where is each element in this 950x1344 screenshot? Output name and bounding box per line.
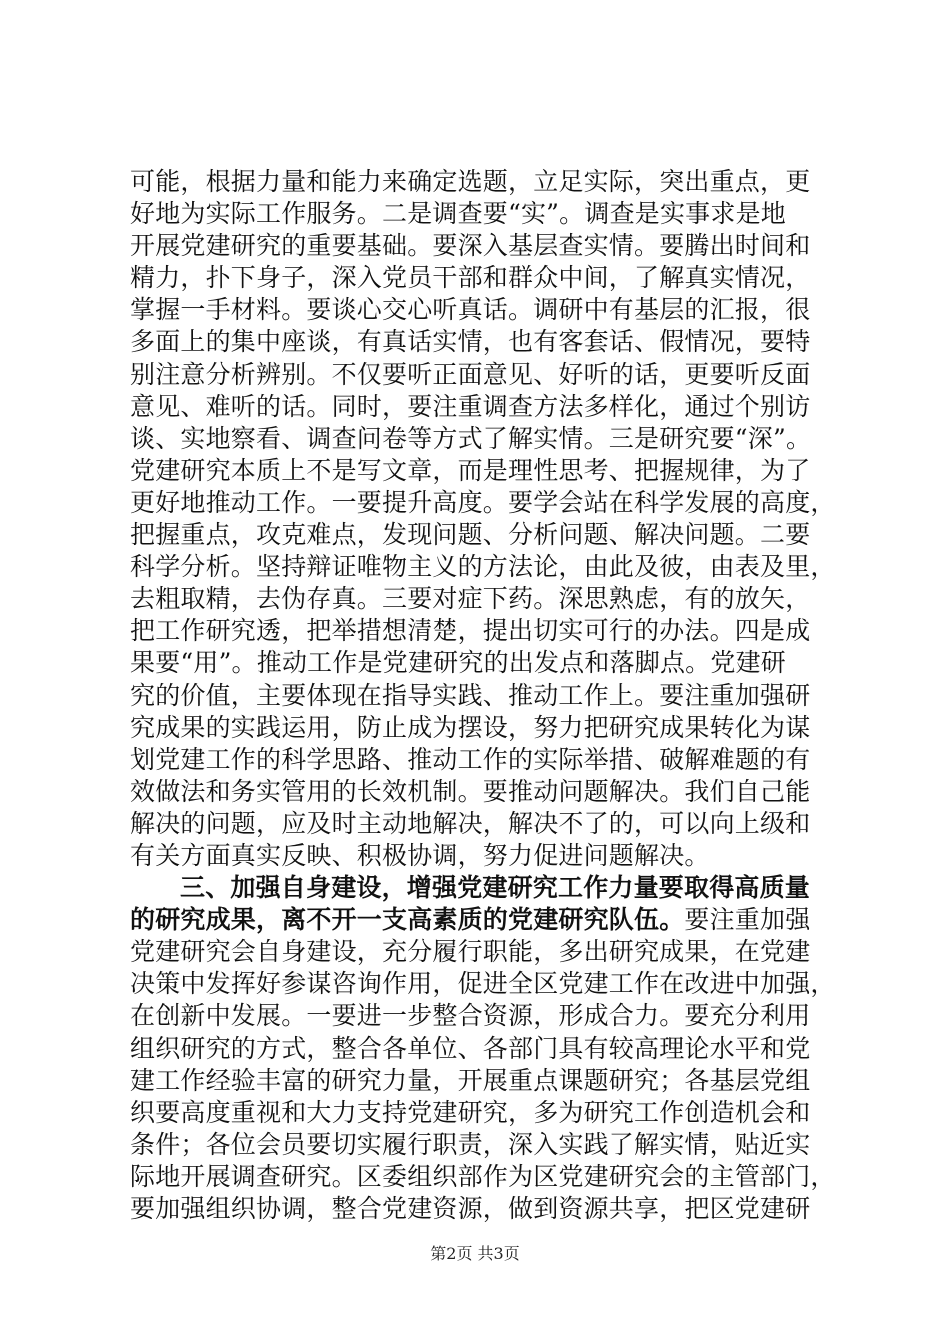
text-line: 有关方面真实反映、积极协调，努力促进问题解决。: [130, 840, 710, 870]
section-heading: 三、加强自身建设，增强党建研究工作力量要取得高质量: [180, 873, 811, 903]
text-line: 意见、难听的话。同时，要注重调查方法多样化，通过个别访: [130, 391, 811, 421]
text-line: 在创新中发展。一要进一步整合资源，形成合力。要充分利用: [130, 1001, 811, 1031]
text-line: 果要“用”。推动工作是党建研究的出发点和落脚点。党建研: [130, 648, 786, 678]
text-line: 掌握一手材料。要谈心交心听真话。调研中有基层的汇报，很: [130, 295, 811, 325]
text-line: 更好地推动工作。一要提升高度。要学会站在科学发展的高度，: [130, 487, 836, 517]
text-line: 划党建工作的科学思路、推动工作的实际举措、破解难题的有: [130, 744, 811, 774]
text-line: 要加强组织协调，整合党建资源，做到资源共享，把区党建研: [130, 1194, 811, 1223]
text-line: 把工作研究透，把举措想清楚，提出切实可行的办法。四是成: [130, 616, 811, 646]
text-line: 党建研究会自身建设，充分履行职能，多出研究成果，在党建: [130, 937, 811, 967]
document-body: [130, 166, 836, 1225]
text-line: 别注意分析辨别。不仅要听正面意见、好听的话，更要听反面: [130, 359, 811, 389]
page-number-footer: 第2页 共3页: [430, 1244, 520, 1263]
text-line: 多面上的集中座谈，有真话实情，也有客套话、假情况，要特: [130, 327, 811, 357]
section-lead-line: [130, 904, 830, 936]
text-line: 条件；各位会员要切实履行职责，深入实践了解实情，贴近实: [130, 1129, 811, 1159]
text-line: 好地为实际工作服务。二是调查要“实”。调查是实事求是地: [130, 199, 786, 229]
text-line: 谈、实地察看、调查问卷等方式了解实情。三是研究要“深”。: [130, 423, 812, 453]
text-line: 党建研究本质上不是写文章，而是理性思考、把握规律，为了: [130, 455, 811, 485]
text-line: 际地开展调查研究。区委组织部作为区党建研究会的主管部门，: [130, 1161, 836, 1191]
text-line: 去粗取精，去伪存真。三要对症下药。深思熟虑，有的放矢，: [130, 584, 811, 614]
text-line: 科学分析。坚持辩证唯物主义的方法论，由此及彼，由表及里，: [130, 552, 836, 582]
text-line: 可能，根据力量和能力来确定选题，立足实际，突出重点，更: [130, 167, 811, 196]
text-line: 决策中发挥好参谋咨询作用，促进全区党建工作在改进中加强，: [130, 969, 836, 999]
text-line: 精力，扑下身子，深入党员干部和群众中间，了解真实情况，: [130, 263, 811, 293]
section-heading-continued: 的研究成果，离不开一支高素质的党建研究队伍。: [130, 905, 685, 935]
text-line: 建工作经验丰富的研究力量，开展重点课题研究；各基层党组: [130, 1065, 811, 1095]
text-line: 织要高度重视和大力支持党建研究，多为研究工作创造机会和: [130, 1097, 811, 1127]
text-line: 解决的问题，应及时主动地解决，解决不了的，可以向上级和: [130, 808, 811, 838]
text-line: 效做法和务实管用的长效机制。要推动问题解决。我们自己能: [130, 776, 811, 806]
text-line: 开展党建研究的重要基础。要深入基层查实情。要腾出时间和: [130, 231, 811, 261]
text-line: 究的价值，主要体现在指导实践、推动工作上。要注重加强研: [130, 680, 811, 710]
text-line: 究成果的实践运用，防止成为摆设，努力把研究成果转化为谋: [130, 712, 811, 742]
text-fragment: 要注重加强: [684, 905, 811, 935]
text-line: 组织研究的方式，整合各单位、各部门具有较高理论水平和党: [130, 1033, 811, 1063]
text-line: 把握重点，攻克难点，发现问题、分析问题、解决问题。二要: [130, 520, 811, 550]
